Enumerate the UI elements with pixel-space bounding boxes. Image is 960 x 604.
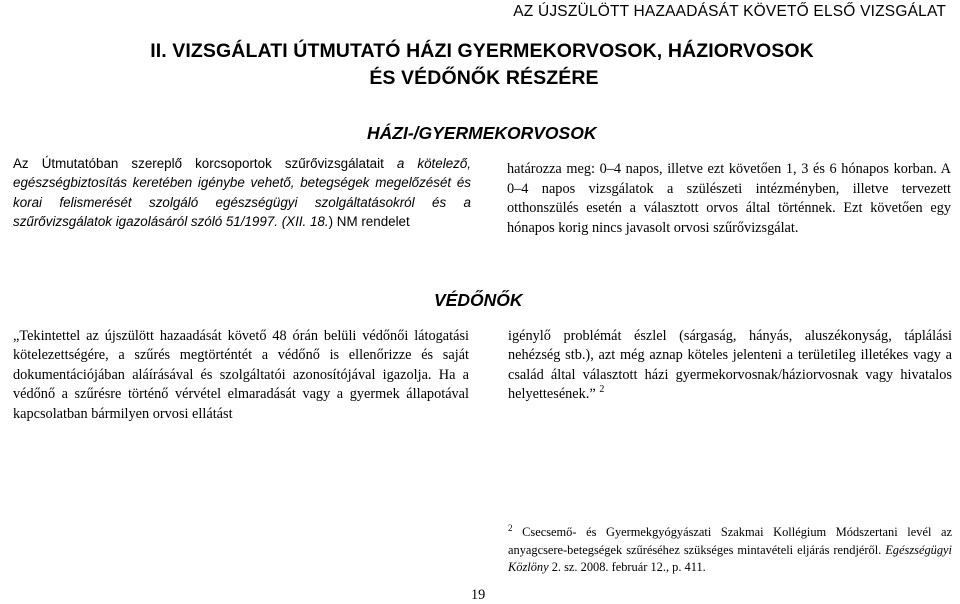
physicians-paragraph-right: határozza meg: 0–4 napos, illetve ezt követően 1, 3 és 6 hónapos korban. A 0–4 napos vizsgálatok a szülészeti intézményben, illetve tervezett otthonszülés esetén a választott orvos által történnek. Ezt követően egy hónapos korig nincs javasolt orvosi szűrővizsgálat. [507, 161, 951, 236]
decree-title: a kötelező, egészségbiztosítás keretében igénybe vehető, betegségek megelőzését és korai felismerését szolgáló egészségügyi szolgáltatásokról és a szűrővizsgálatok igazolásáról szóló 51/1997. (XII. 18. [13, 156, 471, 229]
page-title-line-1: II. VIZSGÁLATI ÚTMUTATÓ HÁZI GYERMEKORVOSOK, HÁZIORVOSOK [150, 40, 814, 62]
nurses-text-right: igénylő problémát észlel (sárgaság, hányás, aluszékonyság, táplálási nehézség stb.), azt még aznap köteles jelenteni a területileg illetékes vagy a család által választott házi gyermekorvosnak/háziorvosnak vagy hivatalos helyettesének.” [508, 328, 952, 403]
footnote-journal: Egészségügyi Közlöny [508, 542, 952, 575]
section-heading-physicians: HÁZI-/GYERMEKORVOSOK [367, 123, 597, 143]
physicians-text-prefix: Az Útmutatóban szereplő korcsoportok szűrővizsgálatait [13, 156, 397, 171]
footnote-reference[interactable]: 2 [599, 384, 605, 396]
nurses-paragraph-right [508, 327, 952, 405]
physicians-text-suffix: ) NM rendelet [328, 213, 410, 229]
running-header: AZ ÚJSZÜLÖTT HAZAADÁSÁT KÖVETŐ ELSŐ VIZSGÁLAT [513, 3, 946, 20]
footnote-text: Csecsemő- és Gyermekgyógyászati Szakmai Kollégium Módszertani levél az anyagcsere-betegségek szűréséhez szükséges mintavételi eljárás rendjéről. [508, 525, 952, 557]
physicians-paragraph-left [13, 154, 471, 231]
page-number: 19 [471, 587, 486, 603]
page-title-line-2: ÉS VÉDŐNŐK RÉSZÉRE [369, 67, 599, 89]
footnote-citation: 2. sz. 2008. február 12., p. 411. [548, 560, 706, 575]
footnote [508, 524, 952, 577]
nurses-paragraph-left: „Tekintettel az újszülött hazaadását követő 48 órán belüli védőnői látogatási kötelezettségére, a szűrés megtörténtét a védőnő is ellenőrizze és saját dokumentációjában aláírásával és szolgáltatói azonosítójával igazolja. Ha a védőnő a szűrésre történő vérvétel elmaradását vagy a gyermek állapotával kapcsolatban bármilyen orvosi ellátást [13, 328, 469, 422]
footnote-mark: 2 [508, 523, 513, 533]
section-heading-nurses: VÉDŐNŐK [434, 290, 523, 310]
